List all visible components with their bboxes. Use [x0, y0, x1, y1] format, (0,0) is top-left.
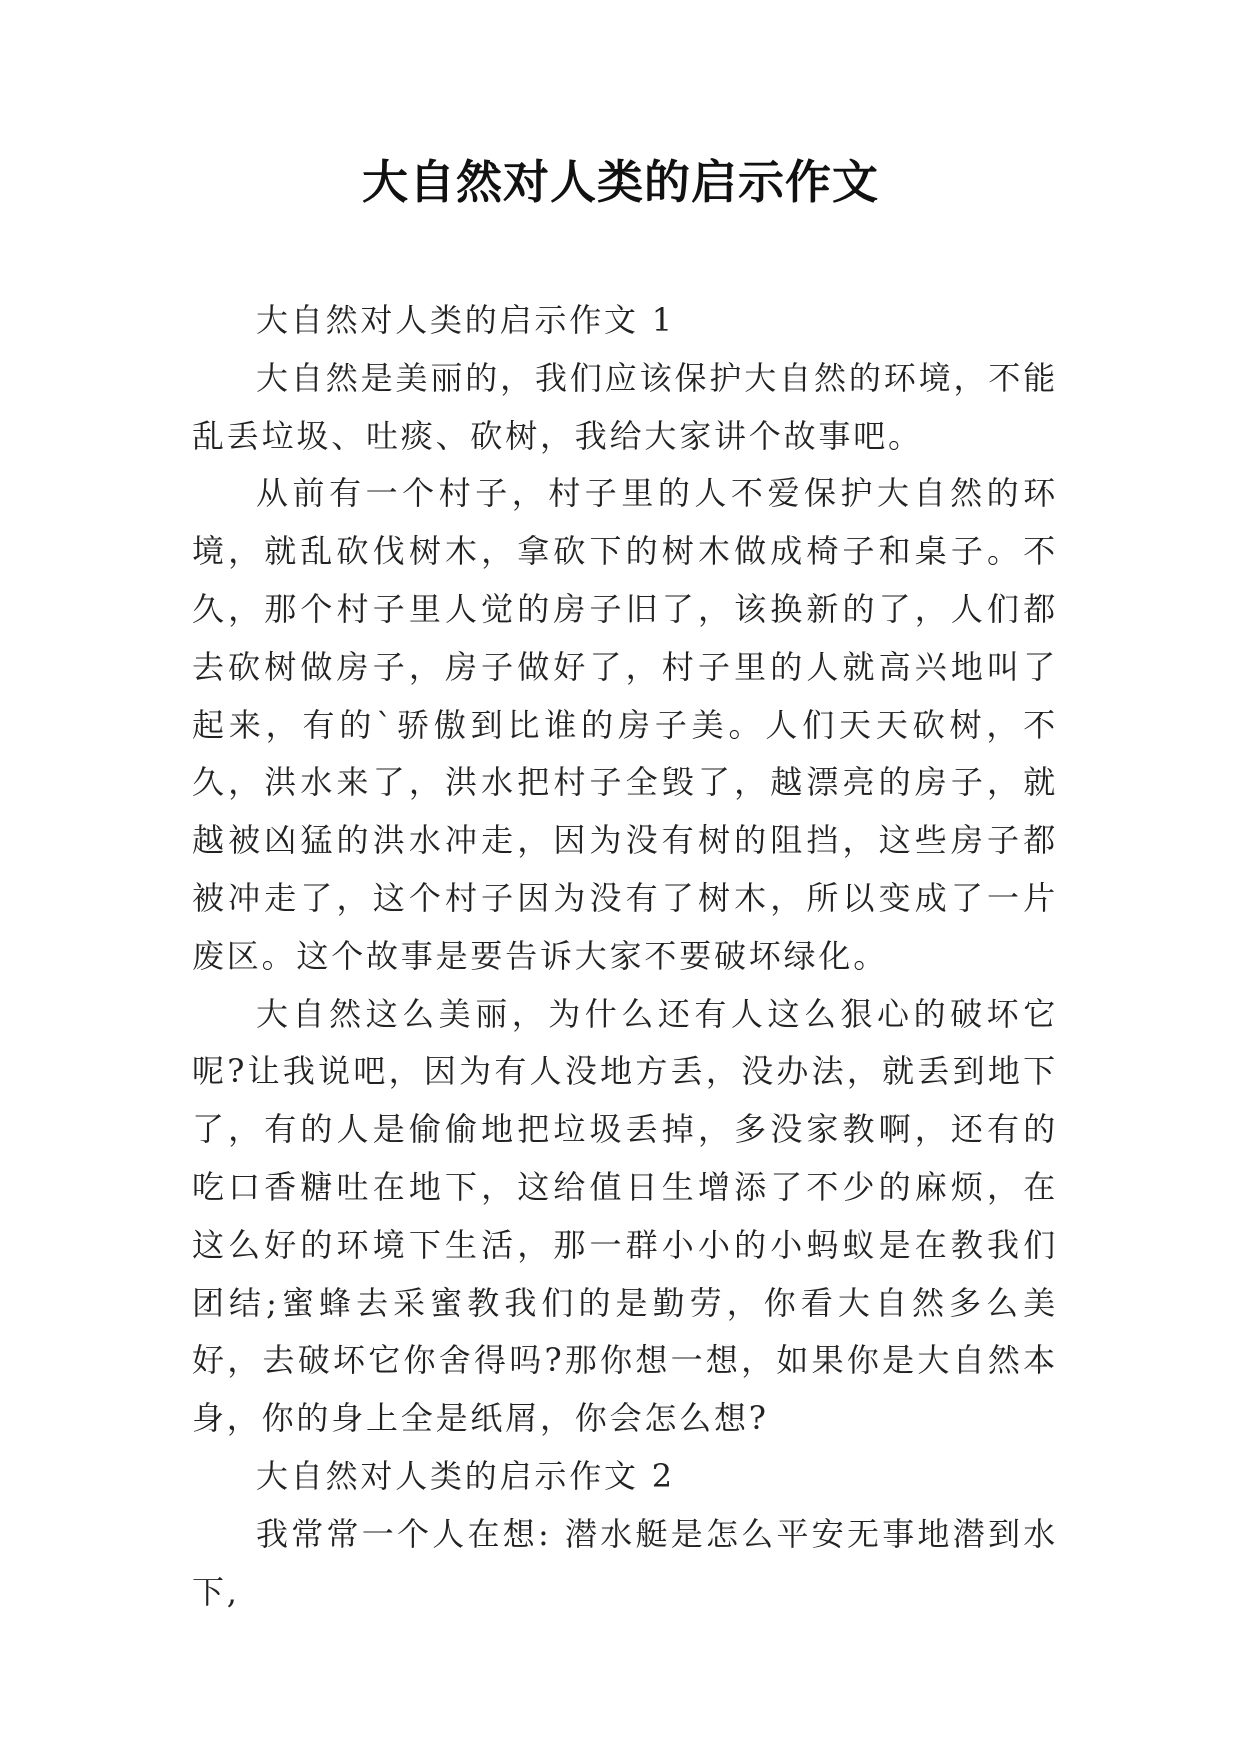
paragraph: 大自然是美丽的，我们应该保护大自然的环境，不能乱丢垃圾、吐痰、砍树，我给大家讲个故事吧。: [192, 358, 1058, 455]
document-body: [192, 292, 1058, 1621]
paragraph: 我常常一个人在想: 潜水艇是怎么平安无事地潜到水下,: [192, 1514, 1058, 1611]
paragraph: 从前有一个村子，村子里的人不爱保护大自然的环境，就乱砍伐树木，拿砍下的树木做成椅子和桌子。不久，那个村子里人觉的房子旧了，该换新的了，人们都去砍树做房子，房子做好了，村子里的人就高兴地叫了起来，有的`骄傲到比谁的房子美。人们天天砍树，不久，洪水来了，洪水把村子全毁了，越漂亮的房子，就越被凶猛的洪水冲走，因为没有树的阻挡，这些房子都被冲走了，这个村子因为没有了树木，所以变成了一片废区。这个故事是要告诉大家不要破坏绿化。: [192, 474, 1058, 975]
section-heading: 大自然对人类的启示作文 1: [256, 301, 675, 339]
section-heading: 大自然对人类的启示作文 2: [256, 1456, 675, 1495]
document-title: 大自然对人类的启示作文: [362, 155, 879, 209]
paragraph: 大自然这么美丽，为什么还有人这么狠心的破坏它呢?让我说吧，因为有人没地方丢，没办法，就丢到地下了，有的人是偷偷地把垃圾丢掉，多没家教啊，还有的吃口香糖吐在地下，这给值日生增添了不少的麻烦，在这么好的环境下生活，那一群小小的小蚂蚁是在教我们团结;蜜蜂去采蜜教我们的是勤劳，你看大自然多么美好，去破坏它你舍得吗?那你想一想，如果你是大自然本身，你的身上全是纸屑，你会怎么想?: [192, 994, 1058, 1438]
